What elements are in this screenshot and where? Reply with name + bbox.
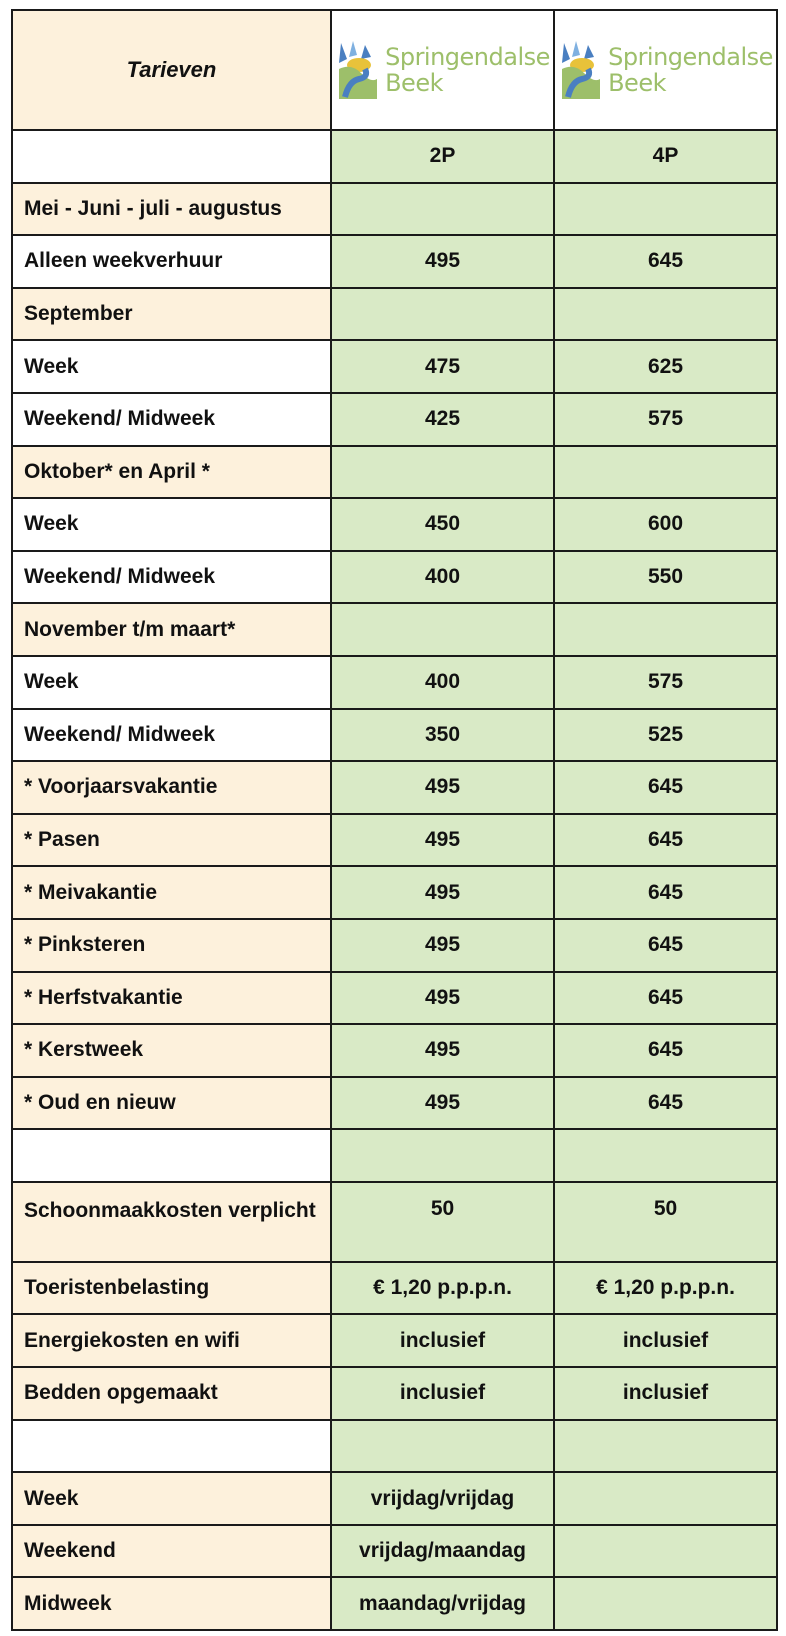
price-4p: 600 <box>554 498 777 551</box>
table-row <box>12 340 777 393</box>
logo-cell-4p <box>554 10 777 130</box>
price-4p: 645 <box>554 919 777 972</box>
table-row <box>12 1525 777 1578</box>
price-4p: 645 <box>554 814 777 867</box>
row-label <box>12 1129 331 1182</box>
row-label <box>12 1420 331 1473</box>
row-label: Midweek <box>12 1577 331 1630</box>
price-4p <box>554 1577 777 1630</box>
table-row <box>12 551 777 604</box>
arrival-days: vrijdag/maandag <box>331 1525 554 1578</box>
table-row <box>12 446 777 499</box>
price-2p: 495 <box>331 972 554 1025</box>
table-row <box>12 919 777 972</box>
table-row <box>12 1367 777 1420</box>
price-4p: 645 <box>554 1077 777 1130</box>
price-2p: inclusief <box>331 1367 554 1420</box>
table-row <box>12 1577 777 1630</box>
table-row <box>12 235 777 288</box>
price-4p: 575 <box>554 393 777 446</box>
price-4p <box>554 1129 777 1182</box>
table-row <box>12 709 777 762</box>
row-label: Week <box>12 1472 331 1525</box>
table-row <box>12 814 777 867</box>
price-2p: € 1,20 p.p.p.n. <box>331 1262 554 1315</box>
price-4p: 625 <box>554 340 777 393</box>
logo-line2: Beek <box>608 69 666 97</box>
rates-table <box>11 9 778 1631</box>
row-label: Weekend/ Midweek <box>12 393 331 446</box>
price-4p: 645 <box>554 761 777 814</box>
table-row <box>12 603 777 656</box>
arrival-days: vrijdag/vrijdag <box>331 1472 554 1525</box>
price-4p: inclusief <box>554 1314 777 1367</box>
price-2p: 475 <box>331 340 554 393</box>
price-2p <box>331 288 554 341</box>
price-2p: 425 <box>331 393 554 446</box>
price-4p: 645 <box>554 235 777 288</box>
table-row <box>12 183 777 236</box>
price-2p: inclusief <box>331 1314 554 1367</box>
price-4p: 550 <box>554 551 777 604</box>
table-row <box>12 288 777 341</box>
row-label: * Oud en nieuw <box>12 1077 331 1130</box>
price-4p: 575 <box>554 656 777 709</box>
price-4p: 50 <box>554 1182 777 1262</box>
row-label: November t/m maart* <box>12 603 331 656</box>
table-row <box>12 761 777 814</box>
row-label: * Herfstvakantie <box>12 972 331 1025</box>
logo-line1: Springendalse <box>608 43 773 71</box>
price-4p <box>554 603 777 656</box>
row-label: Alleen weekverhuur <box>12 235 331 288</box>
header-row <box>12 10 777 130</box>
price-2p: 400 <box>331 656 554 709</box>
price-2p: 495 <box>331 235 554 288</box>
logo-line1: Springendalse <box>385 43 550 71</box>
row-label: Week <box>12 498 331 551</box>
table-row <box>12 1182 777 1262</box>
price-4p <box>554 1472 777 1525</box>
price-2p: 495 <box>331 1024 554 1077</box>
table-row <box>12 1472 777 1525</box>
logo-cell-2p <box>331 10 554 130</box>
price-4p: inclusief <box>554 1367 777 1420</box>
row-label: * Kerstweek <box>12 1024 331 1077</box>
table-row <box>12 1077 777 1130</box>
price-4p: 645 <box>554 972 777 1025</box>
spacer-row <box>12 1129 777 1182</box>
price-2p: 50 <box>331 1182 554 1262</box>
column-header-2p: 2P <box>331 130 554 183</box>
arrival-days: maandag/vrijdag <box>331 1577 554 1630</box>
row-label: Toeristenbelasting <box>12 1262 331 1315</box>
price-4p: 525 <box>554 709 777 762</box>
row-label: September <box>12 288 331 341</box>
springendalse-logo <box>332 39 553 101</box>
row-label: Energiekosten en wifi <box>12 1314 331 1367</box>
row-label: * Meivakantie <box>12 866 331 919</box>
price-2p: 495 <box>331 919 554 972</box>
table-title: Tarieven <box>12 10 331 130</box>
price-2p: 495 <box>331 814 554 867</box>
price-2p: 400 <box>331 551 554 604</box>
row-label: * Voorjaarsvakantie <box>12 761 331 814</box>
column-header-row <box>12 130 777 183</box>
price-2p <box>331 603 554 656</box>
row-label: Week <box>12 340 331 393</box>
price-2p <box>331 1129 554 1182</box>
table-row <box>12 972 777 1025</box>
rates-table-wrapper <box>11 9 776 1631</box>
table-row <box>12 1314 777 1367</box>
springendalse-logo <box>555 39 776 101</box>
brook-icon <box>335 39 381 101</box>
price-4p <box>554 446 777 499</box>
brook-icon <box>558 39 604 101</box>
price-4p: 645 <box>554 1024 777 1077</box>
logo-line2: Beek <box>385 69 443 97</box>
price-4p <box>554 183 777 236</box>
spacer-row <box>12 1420 777 1473</box>
price-4p: € 1,20 p.p.p.n. <box>554 1262 777 1315</box>
price-4p <box>554 288 777 341</box>
row-label: Weekend/ Midweek <box>12 551 331 604</box>
row-label: Schoonmaakkosten verplicht <box>12 1182 331 1262</box>
row-label: Week <box>12 656 331 709</box>
price-4p: 645 <box>554 866 777 919</box>
empty-label-cell <box>12 130 331 183</box>
price-2p: 495 <box>331 761 554 814</box>
price-2p <box>331 446 554 499</box>
price-2p <box>331 183 554 236</box>
row-label: Weekend <box>12 1525 331 1578</box>
table-row <box>12 1024 777 1077</box>
table-row <box>12 393 777 446</box>
row-label: * Pinksteren <box>12 919 331 972</box>
price-2p: 495 <box>331 866 554 919</box>
table-row <box>12 656 777 709</box>
row-label: Weekend/ Midweek <box>12 709 331 762</box>
price-4p <box>554 1525 777 1578</box>
table-row <box>12 498 777 551</box>
table-row <box>12 1262 777 1315</box>
table-row <box>12 866 777 919</box>
row-label: Mei - Juni - juli - augustus <box>12 183 331 236</box>
row-label: * Pasen <box>12 814 331 867</box>
price-2p: 495 <box>331 1077 554 1130</box>
price-2p: 450 <box>331 498 554 551</box>
row-label: Oktober* en April * <box>12 446 331 499</box>
row-label: Bedden opgemaakt <box>12 1367 331 1420</box>
price-2p: 350 <box>331 709 554 762</box>
column-header-4p: 4P <box>554 130 777 183</box>
price-2p <box>331 1420 554 1473</box>
price-4p <box>554 1420 777 1473</box>
